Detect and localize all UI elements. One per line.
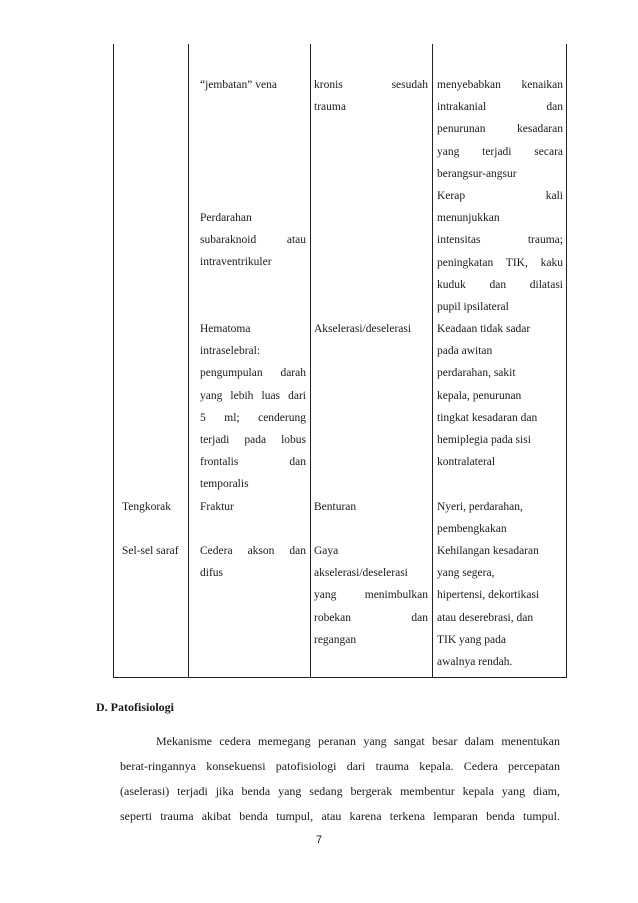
column-divider [188, 44, 189, 677]
cell-text: TIK yang pada [437, 633, 506, 646]
cell-hematoma [200, 318, 306, 496]
cell-text: intensitas trauma; [437, 234, 563, 247]
cell-kehilangan [437, 540, 563, 673]
cell-text: menunjukkan [437, 212, 500, 225]
cell-text: awalnya rendah. [437, 655, 513, 668]
cell-text: Sel-sel saraf [122, 545, 179, 557]
cell-text: atau deserebrasi, dan [437, 611, 534, 624]
cell-text: Benturan [314, 501, 357, 513]
cell-text: Perdarahan [200, 212, 252, 224]
cell-text: pupil ipsilateral [437, 300, 509, 313]
cell-text: tingkat kesadaran dan [437, 411, 538, 424]
cell-text: pada awitan [437, 345, 493, 358]
cell-text: hemiplegia pada sisi [437, 433, 531, 446]
cell-text: pengumpulan darah [200, 367, 306, 380]
cell-text: menyebabkan kenaikan [437, 79, 563, 91]
cell-keadaan [437, 318, 563, 473]
cell-text: penurunan kesadaran [437, 123, 563, 136]
paragraph-line: (aselerasi) terjadi jika benda yang sedang bergerak membentur kepala yang diam, [120, 784, 560, 798]
cell-text: akselerasi/deselerasi [314, 567, 408, 580]
page-number: 7 [315, 834, 323, 846]
cell-text: trauma [314, 101, 346, 114]
cell-text: kontralateral [437, 456, 496, 469]
body-paragraph [120, 729, 560, 829]
cell-text: intraventrikuler [200, 256, 272, 269]
cell-tengkorak [122, 496, 184, 518]
paragraph-line: Mekanisme cedera memegang peranan yang sangat besar dalam menentukan [156, 734, 560, 748]
cell-text: yang terjadi secara [437, 145, 563, 158]
cell-text: terjadi pada lobus [200, 433, 306, 446]
cell-text: perdarahan, sakit [437, 367, 516, 380]
cell-kerap [437, 185, 563, 318]
trauma-table [113, 44, 567, 678]
cell-text: Kerap kali [437, 190, 563, 202]
cell-benturan [314, 496, 428, 518]
cell-text: subaraknoid atau [200, 234, 306, 247]
cell-text: Tengkorak [122, 501, 172, 513]
section-heading: D. Patofisiologi [96, 700, 174, 714]
cell-text: robekan dan [314, 611, 428, 624]
cell-text: temporalis [200, 478, 249, 491]
cell-text: regangan [314, 633, 357, 646]
cell-cedera-akson [200, 540, 306, 584]
cell-text: yang segera, [437, 567, 495, 580]
cell-jembatan-vena [200, 74, 306, 96]
cell-text: hipertensi, dekortikasi [437, 589, 540, 602]
cell-text: Nyeri, perdarahan, [437, 501, 523, 513]
cell-text: kepala, penurunan [437, 389, 522, 402]
cell-text: kuduk dan dilatasi [437, 278, 563, 291]
paragraph-line: seperti trauma akibat benda tumpul, atau karena terkena lemparan benda tumpul. [120, 809, 560, 823]
cell-gaya [314, 540, 428, 651]
cell-menyebabkan [437, 74, 563, 185]
cell-text: Keadaan tidak sadar [437, 323, 531, 335]
cell-text: intraselebral: [200, 345, 261, 358]
cell-text: Fraktur [200, 501, 234, 513]
cell-fraktur [200, 496, 306, 518]
cell-text: “jembatan” vena [200, 79, 277, 91]
cell-text: Cedera akson dan [200, 545, 306, 557]
cell-text: berangsur-angsur [437, 167, 517, 180]
cell-text: Akselerasi/deselerasi [314, 323, 412, 335]
paragraph-line: berat-ringannya konsekuensi patofisiologi dari trauma kepala. Cedera percepatan [120, 759, 560, 773]
cell-text: kronis sesudah [314, 79, 428, 91]
cell-text: 5 ml; cenderung [200, 411, 306, 424]
cell-text: Gaya [314, 545, 339, 557]
cell-nyeri [437, 496, 563, 540]
cell-text: difus [200, 567, 223, 580]
cell-text: intrakanial dan [437, 101, 563, 114]
cell-text: pembengkakan [437, 523, 507, 536]
cell-text: frontalis dan [200, 456, 306, 469]
column-divider [310, 44, 311, 677]
cell-text: peningkatan TIK, kaku [437, 256, 563, 269]
cell-text: Kehilangan kesadaran [437, 545, 539, 557]
cell-sel-saraf [122, 540, 188, 562]
column-divider [432, 44, 433, 677]
cell-text: yang menimbulkan [314, 589, 428, 602]
cell-text: Hematoma [200, 323, 251, 335]
cell-text: yang lebih luas dari [200, 389, 306, 402]
cell-kronis [314, 74, 428, 118]
cell-perdarahan-subaraknoid [200, 207, 306, 274]
cell-akselerasi [314, 318, 432, 340]
